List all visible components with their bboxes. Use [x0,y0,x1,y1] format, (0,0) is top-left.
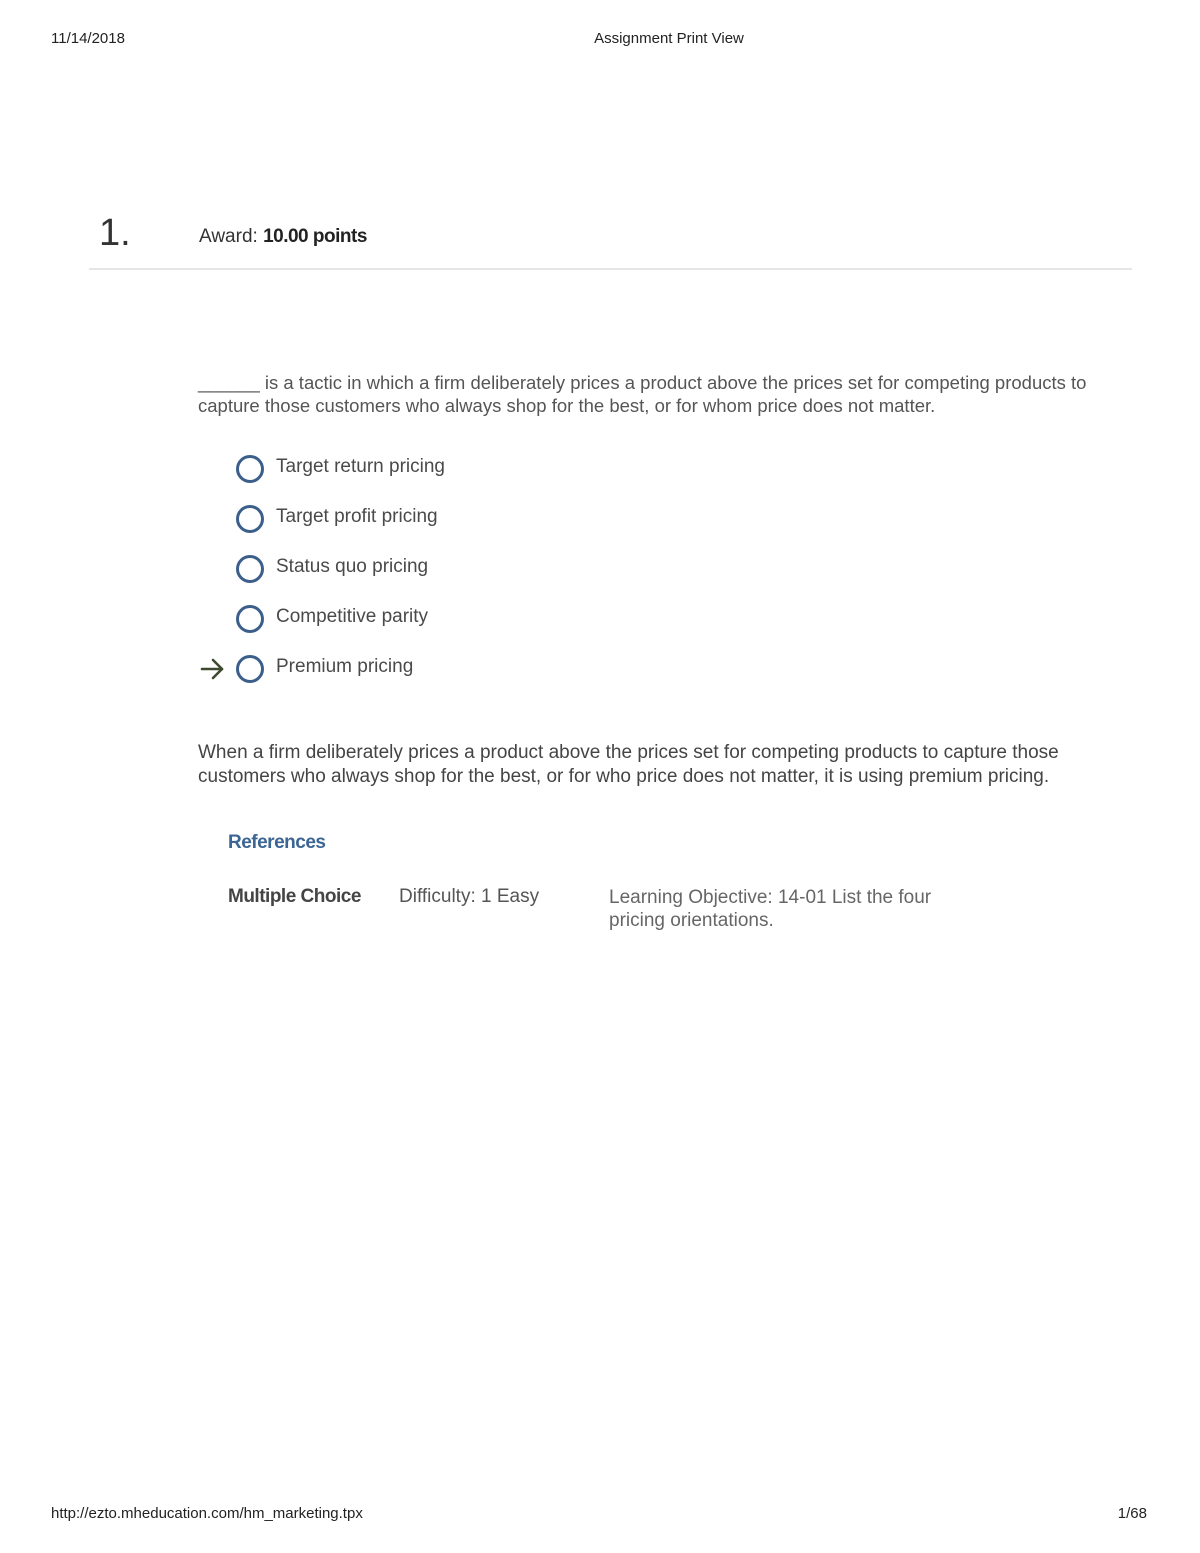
correct-answer-arrow-icon [200,657,226,681]
radio-button[interactable] [236,655,264,683]
award-value: 10.00 points [263,226,367,247]
option-label: Target profit pricing [276,506,438,527]
print-footer-url: http://ezto.mheducation.com/hm_marketing.tpx [51,1505,363,1522]
question-number: 1. [99,212,131,254]
reference-difficulty: Difficulty: 1 Easy [399,886,540,907]
option-competitive-parity[interactable] [198,600,898,650]
award [199,226,367,248]
option-target-return-pricing[interactable] [198,450,898,500]
divider [89,268,1132,270]
references-title: References [228,832,326,853]
reference-learning-objective: Learning Objective: 14-01 List the four pricing orientations. [609,887,932,931]
option-label: Target return pricing [276,456,445,477]
print-footer-page: 1/68 [1117,1505,1147,1522]
option-label: Premium pricing [276,656,414,677]
question-text: ______ is a tactic in which a firm deliberately prices a product above the prices set for competing products to capture those customers who always shop for the best, or for whom price does not matter. [198,372,1087,416]
option-label: Competitive parity [276,606,429,627]
print-header-title: Assignment Print View [594,30,744,47]
reference-question-type: Multiple Choice [228,886,361,907]
radio-button[interactable] [236,505,264,533]
answer-explanation: When a firm deliberately prices a product above the prices set for competing products to capture those customers who always shop for the best, or for who price does not matter, it is using premium pricing. [198,742,1059,787]
option-target-profit-pricing[interactable] [198,500,898,550]
radio-button[interactable] [236,605,264,633]
option-status-quo-pricing[interactable] [198,550,898,600]
print-header-date: 11/14/2018 [51,30,125,47]
option-premium-pricing[interactable] [198,650,898,700]
award-label: Award: [199,226,264,247]
answer-options [198,450,898,700]
option-label: Status quo pricing [276,556,429,577]
radio-button[interactable] [236,455,264,483]
radio-button[interactable] [236,555,264,583]
